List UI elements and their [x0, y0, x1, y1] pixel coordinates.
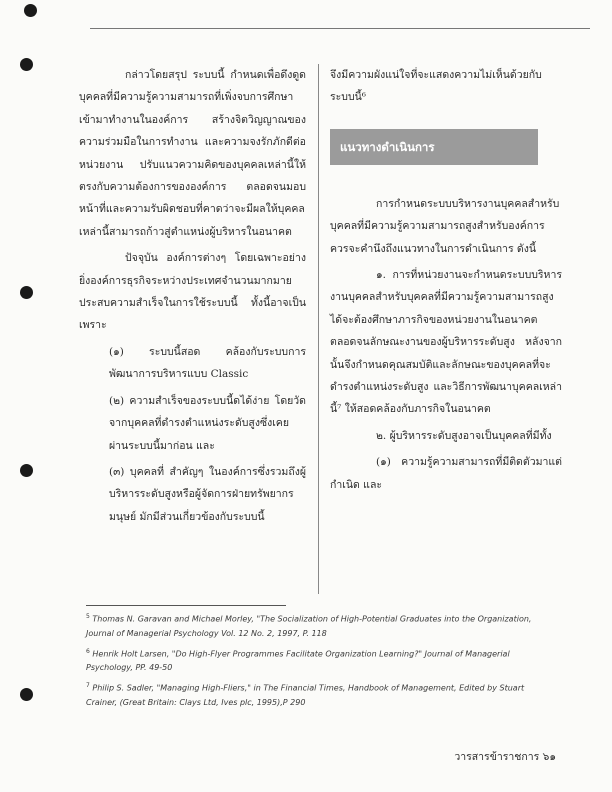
list-item: ๒. ผู้บริหารระดับสูงอาจเป็นบุคคลที่มีทั้ง	[376, 429, 552, 442]
footnote-6	[86, 645, 554, 676]
binder-hole-3	[20, 464, 33, 477]
binder-hole-top	[24, 4, 37, 17]
paragraph: จึงมีความผังแน่ใจที่จะแสดงความไม่เห็นด้วยกับระบบนี้⁶	[330, 69, 542, 104]
right-column	[330, 64, 562, 496]
footnote-number: 6	[86, 647, 90, 655]
footnote-text: Henrik Holt Larsen, "Do High-Flyer Programmes Facilitate Organization Learning?" Journal of Managerial Psychology, PP. 49-50	[86, 649, 510, 673]
footnote-rule	[86, 605, 286, 606]
left-column	[79, 64, 306, 528]
binder-hole-2	[20, 286, 33, 299]
column-divider	[318, 64, 319, 594]
section-heading: แนวทางดำเนินการ	[330, 129, 538, 165]
list-item: (๒) ความสำเร็จของระบบนี้ดได้ง่าย โดยวัดจากบุคคลที่ดำรงตำแหน่งระดับสูงซึ่งเคยผ่านระบบนี้มาก่อน และ	[109, 394, 306, 452]
footnote-5	[86, 610, 554, 641]
header-rule	[90, 28, 590, 29]
footnote-7	[86, 679, 554, 710]
list-item: (๑) ระบบนี้สอด คล้องกับระบบการพัฒนาการบริหารแบบ Classic	[109, 345, 306, 381]
list-item: (๓) บุคคลที่ สำคัญๆ ในองค์การซึ่งรวมถึงผู้บริหารระดับสูงหรือผู้จัดการฝ่ายทรัพยากรมนุษย์ มักมีส่วนเกี่ยวข้องกับระบบนี้	[109, 465, 306, 523]
page-footer: วารสารข้าราชการ ๖๑	[454, 751, 556, 763]
list-item: (๑) ความรู้ความสามารถที่มีติดตัวมาแต่กำเนิด และ	[330, 456, 562, 491]
paragraph: การกำหนดระบบบริหารงานบุคคลสำหรับบุคคลที่มีความรู้ความสามารถสูงสำหรับองค์การ ควรจะคำนึงถึงแนวทางในการดำเนินการ ดังนี้	[330, 197, 560, 255]
paragraph: กล่าวโดยสรุป ระบบนี้ กำหนดเพื่อดึงดูดบุคคลที่มีความรู้ความสามารถที่เพิ่งจบการศึกษาเข้ามาทำงานในองค์การ สร้างจิตวิญญาณของความร่วมมือในการทำงาน และความจงรักภักดีต่อหน่วยงาน ปรับแนวความคิดของบุคคลเหล่านี้ให้ตรงกับความต้องการขององค์การ ตลอดจนมอบหน้าที่และความรับผิดชอบที่คาดว่าจะมีผลให้บุคคล เหล่านี้สามารถก้าวสู่ตำแหน่งผู้บริหารในอนาคต	[79, 69, 306, 238]
binder-hole-1	[20, 58, 33, 71]
footnote-number: 7	[86, 682, 90, 690]
footnotes	[86, 610, 554, 714]
paragraph: ปัจจุบัน องค์การต่างๆ โดยเฉพาะอย่างยิ่งองค์การธุรกิจระหว่างประเทศจำนวนมากมายประสบความสำเร็จในการใช้ระบบนี้ ทั้งนี้อาจเป็นเพราะ	[79, 252, 306, 332]
binder-hole-4	[20, 688, 33, 701]
footnote-number: 5	[86, 613, 90, 620]
list-item: ๑. การที่หน่วยงานจะกำหนดระบบบริหารงานบุคคลสำหรับบุคคลที่มีความรู้ความสามารถสูงได้จะต้องศึกษาภารกิจของหน่วยงานในอนาคต ตลอดจนลักษณะงานของผู้บริหารระดับสูง หลังจากนั้นจึงกำหนดคุณสมบัติและลักษณะของบุคคลที่จะดำรงตำแหน่งระดับสูง และวิธีการพัฒนาบุคคลเหล่านี้⁷ ให้สอดคล้องกับภารกิจในอนาคต	[330, 269, 562, 416]
footnote-text: Thomas N. Garavan and Michael Morley, "The Socialization of High-Potential Graduates into the Organization, Journal of Managerial Psychology Vol. 12 No. 2, 1997, P. 118	[86, 614, 532, 638]
footnote-text: Philip S. Sadler, "Managing High-Fliers," in The Financial Times, Handbook of Management, Edited by Stuart Crainer, (Great Britain: Clays Ltd, Ives plc, 1995),P 290	[86, 683, 525, 707]
